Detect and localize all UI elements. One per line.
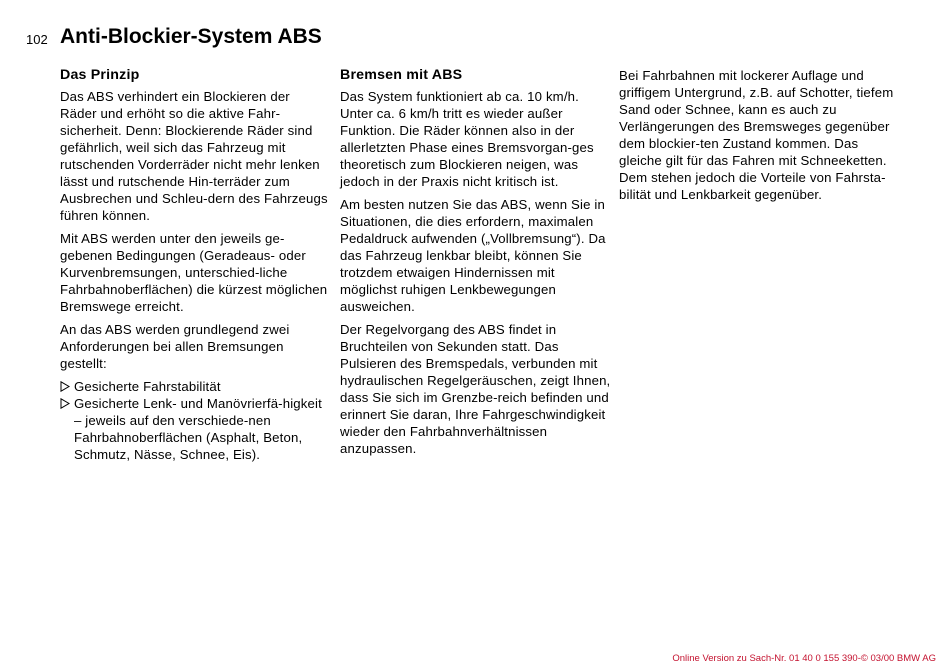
paragraph: Am besten nutzen Sie das ABS, wenn Sie in Situationen, die dies erfordern, maximalen Pedaldruck aufwenden („Vollbremsung“). Da das Fahrzeug lenkbar bleibt, können Sie trotzdem etwaigen Hindernissen mit möglichst ruhigen Lenkbewegungen ausweichen. (340, 197, 606, 314)
section-heading-bremsen: Bremsen mit ABS (340, 67, 463, 83)
page-number: 102 (26, 32, 48, 47)
triangle-right-outline-icon (60, 398, 70, 409)
paragraph: Das ABS verhindert ein Blockieren der Räder und erhöht so die aktive Fahr-sicherheit. Denn: Blockierende Räder sind gefährlich, weil sich das Fahrzeug mit rutschenden Vorderräder nicht mehr lenken lässt und rutschende Hin-terräder zum Ausbrechen und Schleu-dern des Fahrzeugs führen können. (60, 89, 328, 223)
triangle-right-outline-icon (60, 381, 70, 392)
list-item-text: Gesicherte Lenk- und Manövrierfä-higkeit – jeweils auf den verschiede-nen Fahrbahnoberflächen (Asphalt, Beton, Schmutz, Nässe, Schnee, Eis). (74, 396, 322, 462)
paragraph: Der Regelvorgang des ABS findet in Bruchteilen von Sekunden statt. Das Pulsieren des Bremspedals, verbunden mit hydraulischen Regelgeräuschen, zeigt Ihnen, dass Sie sich im Grenzbe-reich befinden und erinnert Sie daran, Ihre Fahrgeschwindigkeit wieder den Fahrbahnverhältnissen anzupassen. (340, 322, 611, 456)
paragraph: Mit ABS werden unter den jeweils ge-gebenen Bedingungen (Geradeaus- oder Kurvenbremsungen, unterschied-liche Fahrbahnoberflächen) die kürzest möglichen Bremswege erreicht. (60, 231, 328, 314)
section-heading-prinzip: Das Prinzip (60, 67, 140, 83)
list-item-text: Gesicherte Fahrstabilität (74, 379, 221, 394)
column-continuation (619, 67, 894, 209)
page-title: Anti-Blockier-System ABS (60, 25, 322, 48)
list-item (60, 378, 328, 395)
requirements-list (60, 378, 328, 463)
footer-copyright: Online Version zu Sach-Nr. 01 40 0 155 390-© 03/00 BMW AG (672, 653, 936, 664)
column-bremsen-mit-abs (340, 66, 612, 463)
paragraph: An das ABS werden grundlegend zwei Anforderungen bei allen Bremsungen gestellt: (60, 322, 290, 371)
paragraph: Das System funktioniert ab ca. 10 km/h. Unter ca. 6 km/h tritt es wieder außer Funktion. Die Räder können also in der allerletzten Phase eines Bremsvorgan-ges theoretisch zum Blockieren neigen, was jedoch in der Praxis nicht kritisch ist. (340, 89, 594, 189)
paragraph: Bei Fahrbahnen mit lockerer Auflage und griffigem Untergrund, z.B. auf Schotter, tiefem Sand oder Schnee, kann es auch zu Verlängerungen des Bremsweges gegenüber dem blockier-ten Zustand kommen. Das gleiche gilt für das Fahren mit Schneeketten. Dem stehen jedoch die Vorteile von Fahrsta-bilität und Lenkbarkeit gegenüber. (619, 68, 894, 202)
list-item (60, 395, 328, 463)
column-das-prinzip (60, 66, 328, 463)
